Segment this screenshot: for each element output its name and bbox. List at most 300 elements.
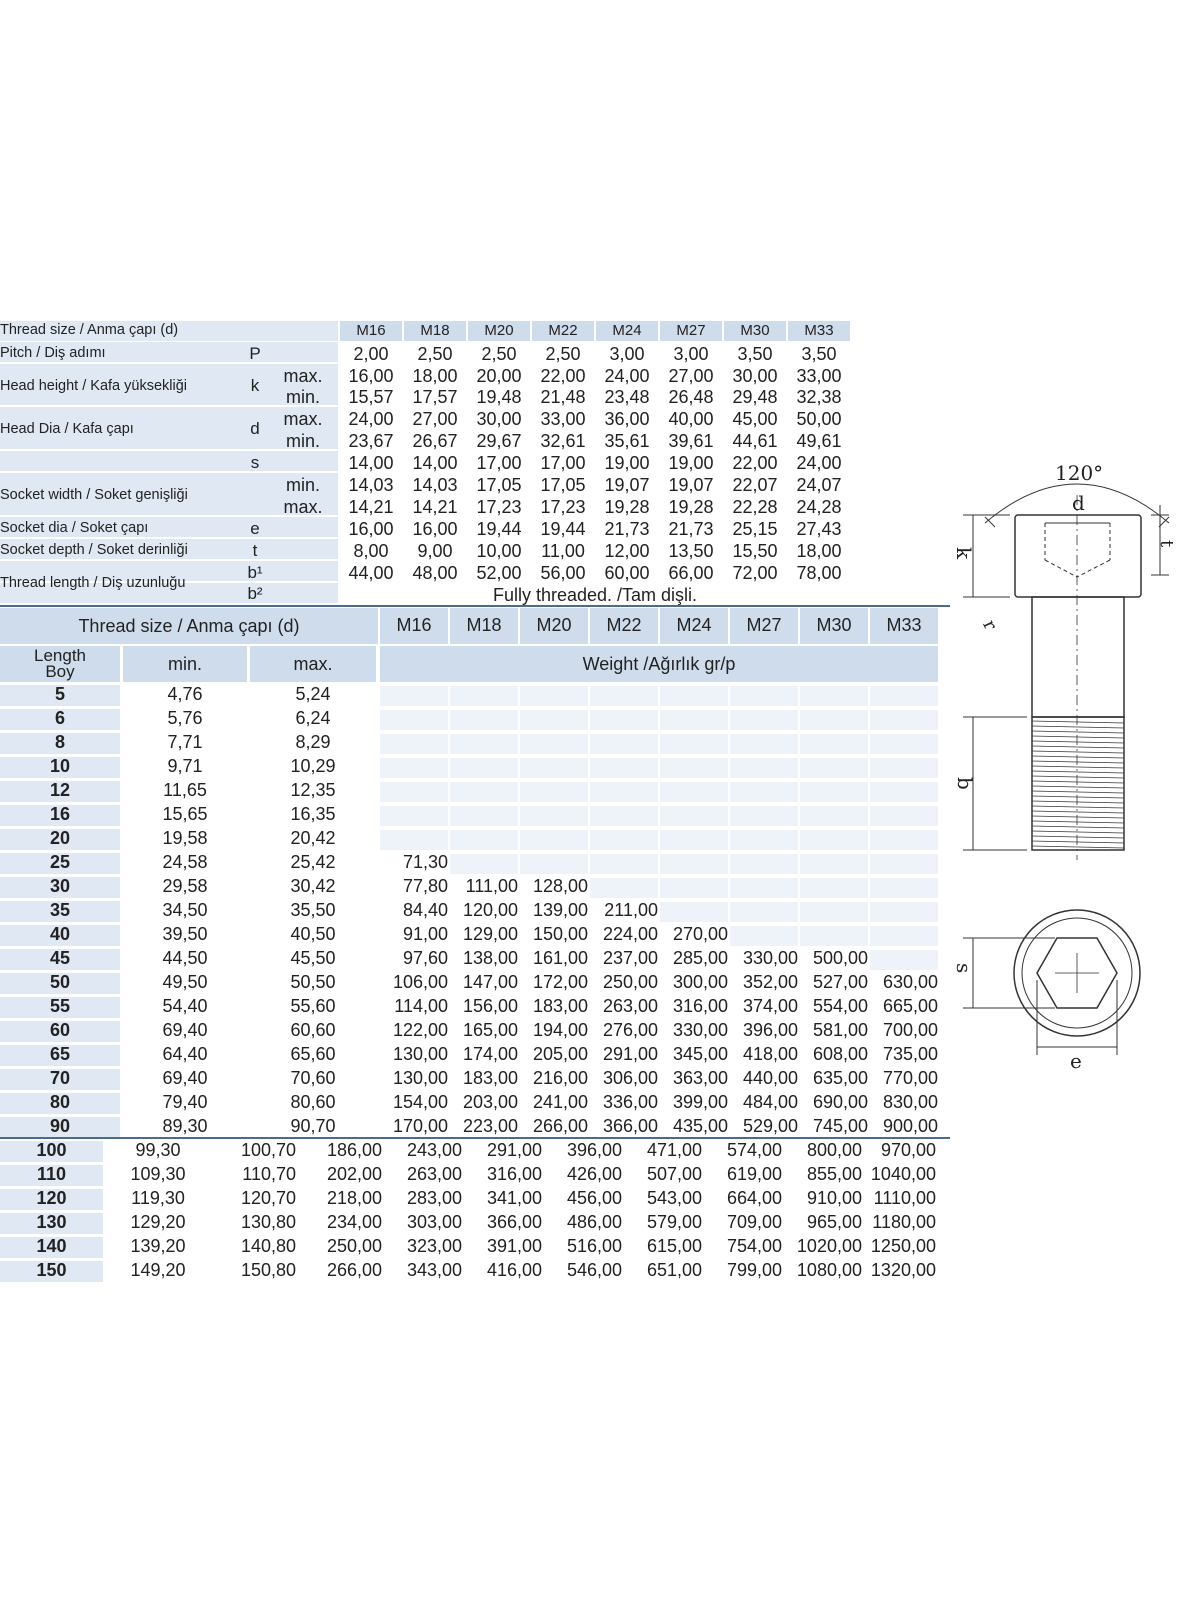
min-value: 11,65: [163, 780, 207, 800]
weight-empty-cell: [730, 734, 798, 754]
e-label: e: [1070, 1049, 1082, 1073]
thread-line: [1032, 786, 1124, 788]
weight-empty-cell: [520, 806, 588, 826]
spec-value: 26,48: [668, 387, 714, 407]
weight-value: 130,00: [392, 1044, 448, 1064]
weight-value: 291,00: [486, 1140, 542, 1160]
thread-line: [1032, 761, 1124, 763]
weight-empty-cell: [730, 782, 798, 802]
spec-value: 66,00: [668, 563, 714, 583]
weight-value: 735,00: [882, 1044, 938, 1064]
weight-empty-cell: [800, 854, 868, 874]
weight-empty-cell: [450, 686, 518, 706]
spec-value: 22,00: [732, 453, 778, 473]
weight-value: 128,00: [532, 876, 588, 896]
spec-value: 33,00: [540, 409, 586, 429]
weight-value: 202,00: [326, 1164, 382, 1184]
weight-empty-cell: [520, 686, 588, 706]
spec-value: 27,00: [668, 366, 714, 386]
max-value: 90,70: [290, 1116, 336, 1136]
weight-value: 374,00: [742, 996, 798, 1016]
weight-value: 396,00: [566, 1140, 622, 1160]
weight-empty-cell: [870, 902, 938, 922]
weight-empty-cell: [870, 734, 938, 754]
weight-value: 106,00: [392, 972, 448, 992]
weight-empty-cell: [730, 758, 798, 778]
length-value: 70: [49, 1068, 71, 1088]
weight-empty-cell: [380, 710, 448, 730]
max-value: 70,60: [290, 1068, 336, 1088]
max-value: 110,70: [242, 1164, 296, 1184]
spec-value: 36,00: [604, 409, 650, 429]
length-value: 90: [49, 1116, 71, 1136]
weight-value: 336,00: [602, 1092, 658, 1112]
weight-value: 554,00: [812, 996, 868, 1016]
weight-empty-cell: [450, 854, 518, 874]
thread-line: [1032, 841, 1124, 843]
thread-line: [1032, 766, 1124, 768]
thread-line: [1032, 831, 1124, 833]
thread-line: [1032, 741, 1124, 743]
min-value: 64,40: [162, 1044, 208, 1064]
spec-value: 2,50: [417, 344, 453, 364]
weight-empty-cell: [800, 830, 868, 850]
max-value: 30,42: [290, 876, 336, 896]
spec-row-sub: max.: [283, 366, 323, 386]
weight-value: 391,00: [486, 1236, 542, 1256]
thread-line: [1032, 806, 1124, 808]
weight-empty-cell: [380, 686, 448, 706]
weight-value: 71,30: [402, 852, 448, 872]
spec-row-symbol: d: [250, 419, 260, 438]
weight-value: 306,00: [602, 1068, 658, 1088]
weight-value: 664,00: [726, 1188, 782, 1208]
spec-value: 3,50: [801, 344, 837, 364]
max-value: 6,24: [295, 708, 331, 728]
thread-line: [1032, 811, 1124, 813]
weight-header-label: Weight /Ağırlık gr/p: [582, 654, 736, 674]
min-header-label: min.: [167, 654, 202, 674]
length-value: 16: [49, 804, 71, 824]
weight-empty-cell: [800, 902, 868, 922]
weight-value: 1180,00: [872, 1212, 936, 1232]
weight-value: 352,00: [742, 972, 798, 992]
min-value: 34,50: [162, 900, 208, 920]
weight-value: 507,00: [646, 1164, 702, 1184]
spec-size-label: M27: [676, 322, 706, 339]
weight-value: 129,00: [462, 924, 518, 944]
spec-value: 27,43: [796, 519, 842, 539]
max-value: 25,42: [290, 852, 336, 872]
weight-size-label: M16: [396, 615, 432, 635]
weight-header-label: Thread size / Anma çapı (d): [78, 616, 300, 636]
weight-empty-cell: [450, 806, 518, 826]
length-value: 40: [49, 924, 71, 944]
weight-value: 194,00: [532, 1020, 588, 1040]
max-value: 35,50: [290, 900, 336, 920]
spec-value: 24,00: [796, 453, 842, 473]
weight-value: 500,00: [812, 948, 868, 968]
weight-size-label: M18: [466, 615, 502, 635]
length-value: 6: [54, 708, 65, 728]
weight-empty-cell: [590, 782, 658, 802]
weight-value: 799,00: [726, 1260, 782, 1280]
weight-value: 156,00: [462, 996, 518, 1016]
weight-value: 581,00: [812, 1020, 868, 1040]
weight-empty-cell: [450, 710, 518, 730]
length-value: 20: [49, 828, 71, 848]
spec-row-label: Head height / Kafa yüksekliği: [0, 378, 187, 394]
weight-value: 316,00: [672, 996, 728, 1016]
length-value: 25: [49, 852, 71, 872]
length-value: 120: [36, 1188, 67, 1208]
bolt-head: [1015, 515, 1141, 597]
spec-row-symbol: e: [250, 519, 260, 538]
weight-value: 1020,00: [796, 1236, 862, 1256]
weight-empty-cell: [800, 758, 868, 778]
spec-value: 3,50: [737, 344, 773, 364]
min-value: 79,40: [162, 1092, 208, 1112]
spec-value: 26,67: [412, 431, 458, 451]
weight-empty-cell: [800, 782, 868, 802]
thread-line: [1032, 846, 1124, 848]
weight-value: 516,00: [566, 1236, 622, 1256]
weight-size-label: M22: [606, 615, 642, 635]
weight-size-label: M33: [886, 615, 922, 635]
max-header-label: max.: [293, 654, 333, 674]
weight-value: 579,00: [646, 1212, 702, 1232]
spec-size-label: M16: [356, 322, 386, 339]
spec-size-label: M24: [612, 322, 642, 339]
weight-empty-cell: [660, 854, 728, 874]
thread-line: [1032, 781, 1124, 783]
weight-value: 363,00: [672, 1068, 728, 1088]
spec-row-sub: max.: [283, 409, 323, 429]
spec-row-sub: min.: [285, 387, 320, 407]
weight-size-label: M27: [746, 615, 782, 635]
weight-value: 183,00: [532, 996, 588, 1016]
weight-value: 154,00: [392, 1092, 448, 1112]
length-value: 130: [36, 1212, 67, 1232]
spec-value: 17,05: [476, 475, 522, 495]
weight-empty-cell: [870, 758, 938, 778]
weight-value: 120,00: [462, 900, 518, 920]
weight-empty-cell: [660, 830, 728, 850]
b-label: b: [953, 777, 977, 790]
weight-empty-cell: [800, 734, 868, 754]
length-value: 8: [54, 732, 65, 752]
spec-value: 21,73: [668, 519, 714, 539]
min-value: 39,50: [162, 924, 208, 944]
spec-value: 19,07: [604, 475, 650, 495]
weight-value: 615,00: [646, 1236, 702, 1256]
max-value: 45,50: [290, 948, 336, 968]
weight-value: 1040,00: [870, 1164, 936, 1184]
weight-empty-cell: [450, 758, 518, 778]
min-value: 109,30: [130, 1164, 186, 1184]
max-value: 130,80: [240, 1212, 296, 1232]
length-value: 55: [49, 996, 71, 1016]
weight-empty-cell: [380, 734, 448, 754]
thread-line: [1032, 771, 1124, 773]
max-value: 5,24: [295, 684, 331, 704]
max-value: 12,35: [290, 780, 336, 800]
thread-line: [1032, 726, 1124, 728]
d-label: d: [1072, 491, 1085, 515]
weight-empty-cell: [730, 926, 798, 946]
spec-value: 22,07: [732, 475, 778, 495]
spec-value: 19,00: [604, 453, 650, 473]
min-value: 149,20: [130, 1260, 186, 1280]
weight-empty-cell: [590, 686, 658, 706]
min-value: 5,76: [167, 708, 203, 728]
spec-value: 45,00: [732, 409, 778, 429]
length-value: 30: [49, 876, 71, 896]
weight-value: 283,00: [406, 1188, 462, 1208]
spec-row-sub: max.: [283, 497, 323, 517]
weight-value: 186,00: [326, 1140, 382, 1160]
spec-row-symbol: s: [250, 453, 260, 472]
weight-empty-cell: [450, 782, 518, 802]
spec-value: 14,21: [348, 497, 394, 517]
weight-value: 1320,00: [870, 1260, 936, 1280]
weight-value: 122,00: [392, 1020, 448, 1040]
weight-value: 608,00: [812, 1044, 868, 1064]
weight-value: 910,00: [806, 1188, 862, 1208]
thread-line: [1032, 826, 1124, 828]
weight-empty-cell: [800, 686, 868, 706]
length-value: 12: [49, 780, 71, 800]
max-value: 8,29: [295, 732, 331, 752]
weight-value: 234,00: [326, 1212, 382, 1232]
weight-empty-cell: [870, 830, 938, 850]
weight-value: 855,00: [806, 1164, 862, 1184]
spec-value: 24,00: [604, 366, 650, 386]
spec-value: 14,03: [348, 475, 394, 495]
spec-size-label: M30: [740, 322, 770, 339]
weight-value: 216,00: [532, 1068, 588, 1088]
weight-size-label: M30: [816, 615, 852, 635]
spec-value: 16,00: [412, 519, 458, 539]
weight-empty-cell: [800, 710, 868, 730]
weight-value: 203,00: [462, 1092, 518, 1112]
spec-value: 17,23: [476, 497, 522, 517]
weight-value: 341,00: [486, 1188, 542, 1208]
spec-value: 12,00: [604, 541, 650, 561]
spec-label-band: [0, 451, 338, 471]
weight-empty-cell: [800, 926, 868, 946]
weight-value: 709,00: [726, 1212, 782, 1232]
spec-value: 17,57: [412, 387, 458, 407]
spec-value: 60,00: [604, 563, 650, 583]
weight-empty-cell: [870, 806, 938, 826]
weight-empty-cell: [730, 710, 798, 730]
length-value: 100: [36, 1140, 67, 1160]
spec-value: 24,28: [796, 497, 842, 517]
spec-value: 13,50: [668, 541, 714, 561]
thread-line: [1032, 796, 1124, 798]
thread-line: [1032, 821, 1124, 823]
length-value: 35: [49, 900, 71, 920]
weight-empty-cell: [870, 926, 938, 946]
weight-top-rule: [0, 605, 950, 607]
spec-value: 8,00: [353, 541, 389, 561]
weight-value: 426,00: [566, 1164, 622, 1184]
weight-value: 665,00: [882, 996, 938, 1016]
weight-value: 211,00: [604, 900, 658, 920]
thread-line: [1032, 746, 1124, 748]
weight-value: 399,00: [672, 1092, 728, 1112]
spec-value: 16,00: [348, 366, 394, 386]
spec-value: 72,00: [732, 563, 778, 583]
min-value: 24,58: [162, 852, 208, 872]
weight-empty-cell: [520, 758, 588, 778]
spec-value: 19,44: [540, 519, 586, 539]
weight-value: 527,00: [812, 972, 868, 992]
weight-value: 800,00: [806, 1140, 862, 1160]
r-label: r: [978, 616, 1001, 634]
spec-value: 24,07: [796, 475, 842, 495]
weight-empty-cell: [660, 878, 728, 898]
weight-value: 205,00: [532, 1044, 588, 1064]
weight-value: 754,00: [726, 1236, 782, 1256]
length-value: 65: [49, 1044, 71, 1064]
length-header-label: Length: [34, 646, 86, 665]
weight-value: 316,00: [486, 1164, 542, 1184]
weight-empty-cell: [450, 734, 518, 754]
weight-value: 91,00: [402, 924, 448, 944]
weight-value: 161,00: [532, 948, 588, 968]
weight-value: 241,00: [532, 1092, 588, 1112]
weight-value: 218,00: [326, 1188, 382, 1208]
weight-empty-cell: [660, 902, 728, 922]
spec-value: 20,00: [476, 366, 522, 386]
min-value: 89,30: [162, 1116, 208, 1136]
weight-value: 266,00: [532, 1116, 588, 1136]
spec-value: 52,00: [476, 563, 522, 583]
thread-line: [1032, 731, 1124, 733]
weight-value: 416,00: [486, 1260, 542, 1280]
weight-value: 300,00: [672, 972, 728, 992]
weight-value: 147,00: [462, 972, 518, 992]
max-value: 100,70: [240, 1140, 296, 1160]
weight-empty-cell: [590, 854, 658, 874]
spec-row-label: Socket dia / Soket çapı: [0, 520, 149, 536]
min-value: 4,76: [167, 684, 203, 704]
spec-value: 48,00: [412, 563, 458, 583]
weight-value: 97,60: [402, 948, 448, 968]
weight-value: 418,00: [742, 1044, 798, 1064]
weight-value: 965,00: [806, 1212, 862, 1232]
weight-value: 1250,00: [870, 1236, 936, 1256]
weight-value: 1110,00: [873, 1188, 936, 1208]
spec-size-label: M33: [804, 322, 834, 339]
length-value: 50: [49, 972, 71, 992]
weight-value: 243,00: [406, 1140, 462, 1160]
weight-empty-cell: [520, 782, 588, 802]
max-value: 80,60: [290, 1092, 336, 1112]
min-value: 139,20: [130, 1236, 186, 1256]
weight-empty-cell: [730, 878, 798, 898]
weight-value: 139,00: [532, 900, 588, 920]
weight-value: 165,00: [462, 1020, 518, 1040]
max-value: 16,35: [290, 804, 336, 824]
weight-value: 77,80: [402, 876, 448, 896]
spec-b2-text: Fully threaded. /Tam dişli.: [492, 585, 698, 605]
length-value: 45: [49, 948, 71, 968]
spec-value: 35,61: [604, 431, 650, 451]
spec-value: 19,28: [604, 497, 650, 517]
bolt-drawing: [952, 461, 1177, 1085]
length-value: 80: [49, 1092, 71, 1112]
spec-row-label: Socket depth / Soket derinliği: [0, 542, 188, 558]
weight-empty-cell: [730, 902, 798, 922]
thread-line: [1032, 776, 1124, 778]
weight-value: 223,00: [462, 1116, 518, 1136]
min-value: 19,58: [162, 828, 208, 848]
weight-value: 345,00: [672, 1044, 728, 1064]
weight-empty-cell: [520, 734, 588, 754]
bolt-shank: [1032, 597, 1124, 717]
weight-value: 770,00: [882, 1068, 938, 1088]
spec-value: 14,00: [412, 453, 458, 473]
weight-value: 291,00: [602, 1044, 658, 1064]
weight-value: 1080,00: [796, 1260, 862, 1280]
weight-empty-cell: [730, 854, 798, 874]
thread-line: [1032, 791, 1124, 793]
weight-value: 114,00: [394, 996, 448, 1016]
weight-value: 250,00: [602, 972, 658, 992]
spec-value: 49,61: [796, 431, 842, 451]
weight-empty-cell: [870, 950, 938, 970]
weight-empty-cell: [450, 830, 518, 850]
weight-value: 635,00: [812, 1068, 868, 1088]
weight-value: 330,00: [742, 948, 798, 968]
weight-empty-cell: [870, 782, 938, 802]
weight-empty-cell: [380, 782, 448, 802]
weight-value: 619,00: [726, 1164, 782, 1184]
weight-value: 263,00: [406, 1164, 462, 1184]
min-value: 54,40: [162, 996, 208, 1016]
length-value: 150: [36, 1260, 67, 1280]
max-value: 140,80: [240, 1236, 296, 1256]
spec-value: 15,57: [348, 387, 394, 407]
weight-value: 84,40: [402, 900, 448, 920]
weight-value: 263,00: [602, 996, 658, 1016]
weight-empty-cell: [800, 878, 868, 898]
spec-value: 32,38: [796, 387, 842, 407]
spec-size-label: M20: [484, 322, 514, 339]
weight-value: 456,00: [566, 1188, 622, 1208]
weight-value: 574,00: [726, 1140, 782, 1160]
spec-value: 23,67: [348, 431, 394, 451]
spec-value: 18,00: [412, 366, 458, 386]
spec-value: 40,00: [668, 409, 714, 429]
min-value: 44,50: [162, 948, 208, 968]
thread-line: [1032, 756, 1124, 758]
weight-value: 690,00: [812, 1092, 868, 1112]
max-value: 40,50: [290, 924, 336, 944]
spec-value: 29,67: [476, 431, 522, 451]
spec-value: 17,23: [540, 497, 586, 517]
spec-value: 50,00: [796, 409, 842, 429]
spec-value: 2,00: [353, 344, 389, 364]
spec-value: 19,44: [476, 519, 522, 539]
spec-value: 2,50: [481, 344, 517, 364]
length-value: 5: [54, 684, 65, 704]
weight-empty-cell: [870, 854, 938, 874]
spec-value: 18,00: [796, 541, 842, 561]
